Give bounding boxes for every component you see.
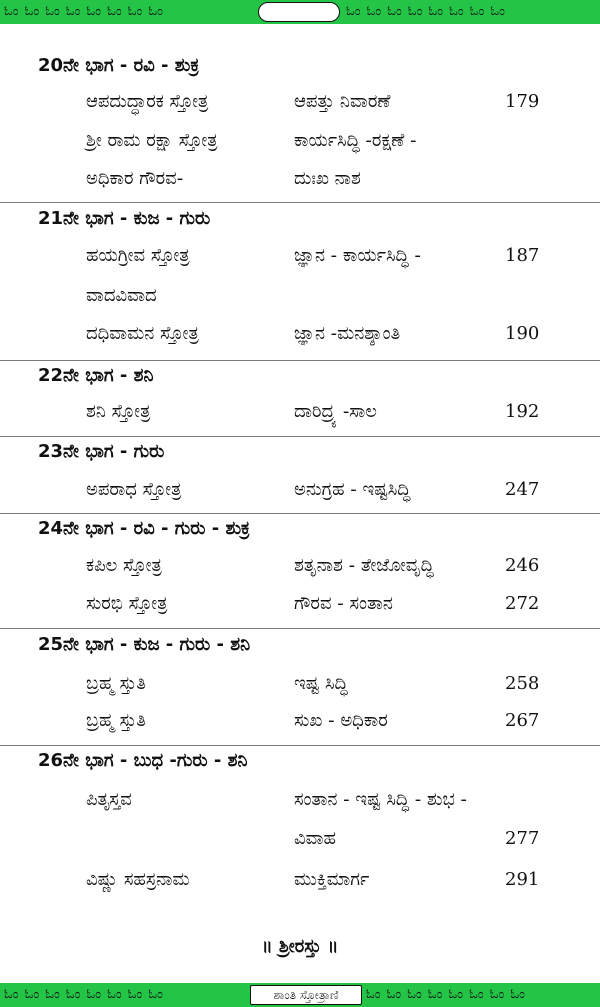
stotra-purpose: ಕಾರ್ಯಸಿದ್ಧಿ -ರಕ್ಷಣೆ - xyxy=(294,130,417,151)
stotra-purpose: ಜ್ಞಾನ - ಕಾರ್ಯಸಿದ್ಧಿ - xyxy=(294,245,421,266)
stotra-title: ಬ್ರಹ್ಮ ಸ್ತುತಿ xyxy=(86,673,146,694)
page-number: 246 xyxy=(505,555,540,576)
stotra-title: ಪಿತೃಸ್ತವ xyxy=(86,789,132,810)
page-number: 192 xyxy=(505,401,540,422)
section-heading: 25ನೇ ಭಾಗ - ಕುಜ - ಗುರು - ಶನಿ xyxy=(38,634,251,655)
page-number: 179 xyxy=(505,91,540,112)
page-number: 267 xyxy=(505,710,540,731)
page-number: 190 xyxy=(505,323,540,344)
stotra-title: ದಧಿವಾಮನ ಸ್ತೋತ್ರ xyxy=(86,323,199,344)
list-item xyxy=(0,828,600,864)
section-heading: 26ನೇ ಭಾಗ - ಬುಧ -ಗುರು - ಶನಿ xyxy=(38,750,248,771)
list-item xyxy=(0,323,600,359)
stotra-title: ಅಧಿಕಾರ ಗೌರವ- xyxy=(86,168,184,189)
list-item xyxy=(0,869,600,905)
closing-blessing: ॥ ಶ್ರೀರಸ್ತು ॥ xyxy=(261,936,339,957)
page-number: 187 xyxy=(505,245,540,266)
list-item xyxy=(0,479,600,515)
om-pattern-left: ಓಂ ಓಂ ಓಂ ಓಂ ಓಂ ಓಂ ಓಂ ಓಂ xyxy=(4,4,164,19)
page-number: 277 xyxy=(505,828,540,849)
list-item xyxy=(0,168,600,204)
stotra-title: ಬ್ರಹ್ಮ ಸ್ತುತಿ xyxy=(86,710,146,731)
om-pattern-left: ಓಂ ಓಂ ಓಂ ಓಂ ಓಂ ಓಂ ಓಂ ಓಂ xyxy=(4,987,164,1002)
stotra-title: ವಾದವಿವಾದ xyxy=(86,285,157,306)
stotra-purpose: ಸುಖ - ಅಧಿಕಾರ xyxy=(294,710,388,731)
stotra-purpose: ದುಃಖ ನಾಶ xyxy=(294,168,361,189)
list-item xyxy=(0,285,600,321)
om-pattern-right: ಓಂ ಓಂ ಓಂ ಓಂ ಓಂ ಓಂ ಓಂ ಓಂ xyxy=(346,4,506,19)
list-item xyxy=(0,555,600,591)
stotra-title: ಆಪದುದ್ಧಾರಕ ಸ್ತೋತ್ರ xyxy=(86,91,209,112)
section-divider xyxy=(0,628,600,629)
stotra-title: ಹಯಗ್ರೀವ ಸ್ತೋತ್ರ xyxy=(86,245,190,266)
section-heading: 23ನೇ ಭಾಗ - ಗುರು xyxy=(38,441,165,462)
stotra-purpose: ಸಂತಾನ - ಇಷ್ಟ ಸಿದ್ಧಿ - ಶುಭ - xyxy=(294,789,468,810)
list-item xyxy=(0,789,600,825)
list-item xyxy=(0,91,600,127)
list-item xyxy=(0,130,600,166)
stotra-title: ಶನಿ ಸ್ತೋತ್ರ xyxy=(86,401,151,422)
stotra-purpose: ಜ್ಞಾನ -ಮನಶ್ಶಾಂತಿ xyxy=(294,323,401,344)
stotra-purpose: ಗೌರವ - ಸಂತಾನ xyxy=(294,593,393,614)
page-number: 291 xyxy=(505,869,540,890)
stotra-title: ವಿಷ್ಣು ಸಹಸ್ರನಾಮ xyxy=(86,869,190,890)
stotra-title: ಕಪಿಲ ಸ್ತೋತ್ರ xyxy=(86,555,162,576)
om-pattern-right: ಓಂ ಓಂ ಓಂ ಓಂ ಓಂ ಓಂ ಓಂ ಓಂ xyxy=(366,987,526,1002)
stotra-title: ಸುರಭಿ ಸ್ತೋತ್ರ xyxy=(86,593,168,614)
stotra-purpose: ಇಷ್ಟ ಸಿದ್ಧಿ xyxy=(294,673,348,694)
top-border-band xyxy=(0,0,600,24)
book-title-label: ಶಾಂತಿ ಸ್ತೋತ್ರಾಣಿ xyxy=(250,985,362,1005)
section-heading: 21ನೇ ಭಾಗ - ಕುಜ - ಗುರು xyxy=(38,208,211,229)
stotra-title: ಶ್ರೀ ರಾಮ ರಕ್ಷಾ ಸ್ತೋತ್ರ xyxy=(86,130,218,151)
list-item xyxy=(0,245,600,281)
stotra-title: ಅಪರಾಧ ಸ್ತೋತ್ರ xyxy=(86,479,182,500)
top-band-label xyxy=(258,2,340,22)
section-heading: 20ನೇ ಭಾಗ - ರವಿ - ಶುಕ್ರ xyxy=(38,55,200,76)
stotra-purpose: ಅನುಗ್ರಹ - ಇಷ್ಟಸಿದ್ಧಿ xyxy=(294,479,411,500)
section-divider xyxy=(0,436,600,437)
list-item xyxy=(0,673,600,709)
page-number: 272 xyxy=(505,593,540,614)
stotra-purpose: ಮುಕ್ತಿಮಾರ್ಗ xyxy=(294,869,370,890)
section-divider xyxy=(0,202,600,203)
list-item xyxy=(0,401,600,437)
stotra-purpose: ವಿವಾಹ xyxy=(294,828,336,849)
page-number: 247 xyxy=(505,479,540,500)
list-item xyxy=(0,710,600,746)
section-heading: 24ನೇ ಭಾಗ - ರವಿ - ಗುರು - ಶುಕ್ರ xyxy=(38,518,250,539)
list-item xyxy=(0,593,600,629)
section-heading: 22ನೇ ಭಾಗ - ಶನಿ xyxy=(38,365,154,386)
section-divider xyxy=(0,745,600,746)
stotra-purpose: ದಾರಿದ್ರ್ಯ -ಸಾಲ xyxy=(294,401,377,422)
page-number: 258 xyxy=(505,673,540,694)
section-divider xyxy=(0,360,600,361)
stotra-purpose: ಆಪತ್ತು ನಿವಾರಣೆ xyxy=(294,91,391,112)
bottom-border-band xyxy=(0,983,600,1007)
section-divider xyxy=(0,513,600,514)
stotra-purpose: ಶತೃನಾಶ - ತೇಜೋವೃದ್ಧಿ xyxy=(294,555,434,576)
